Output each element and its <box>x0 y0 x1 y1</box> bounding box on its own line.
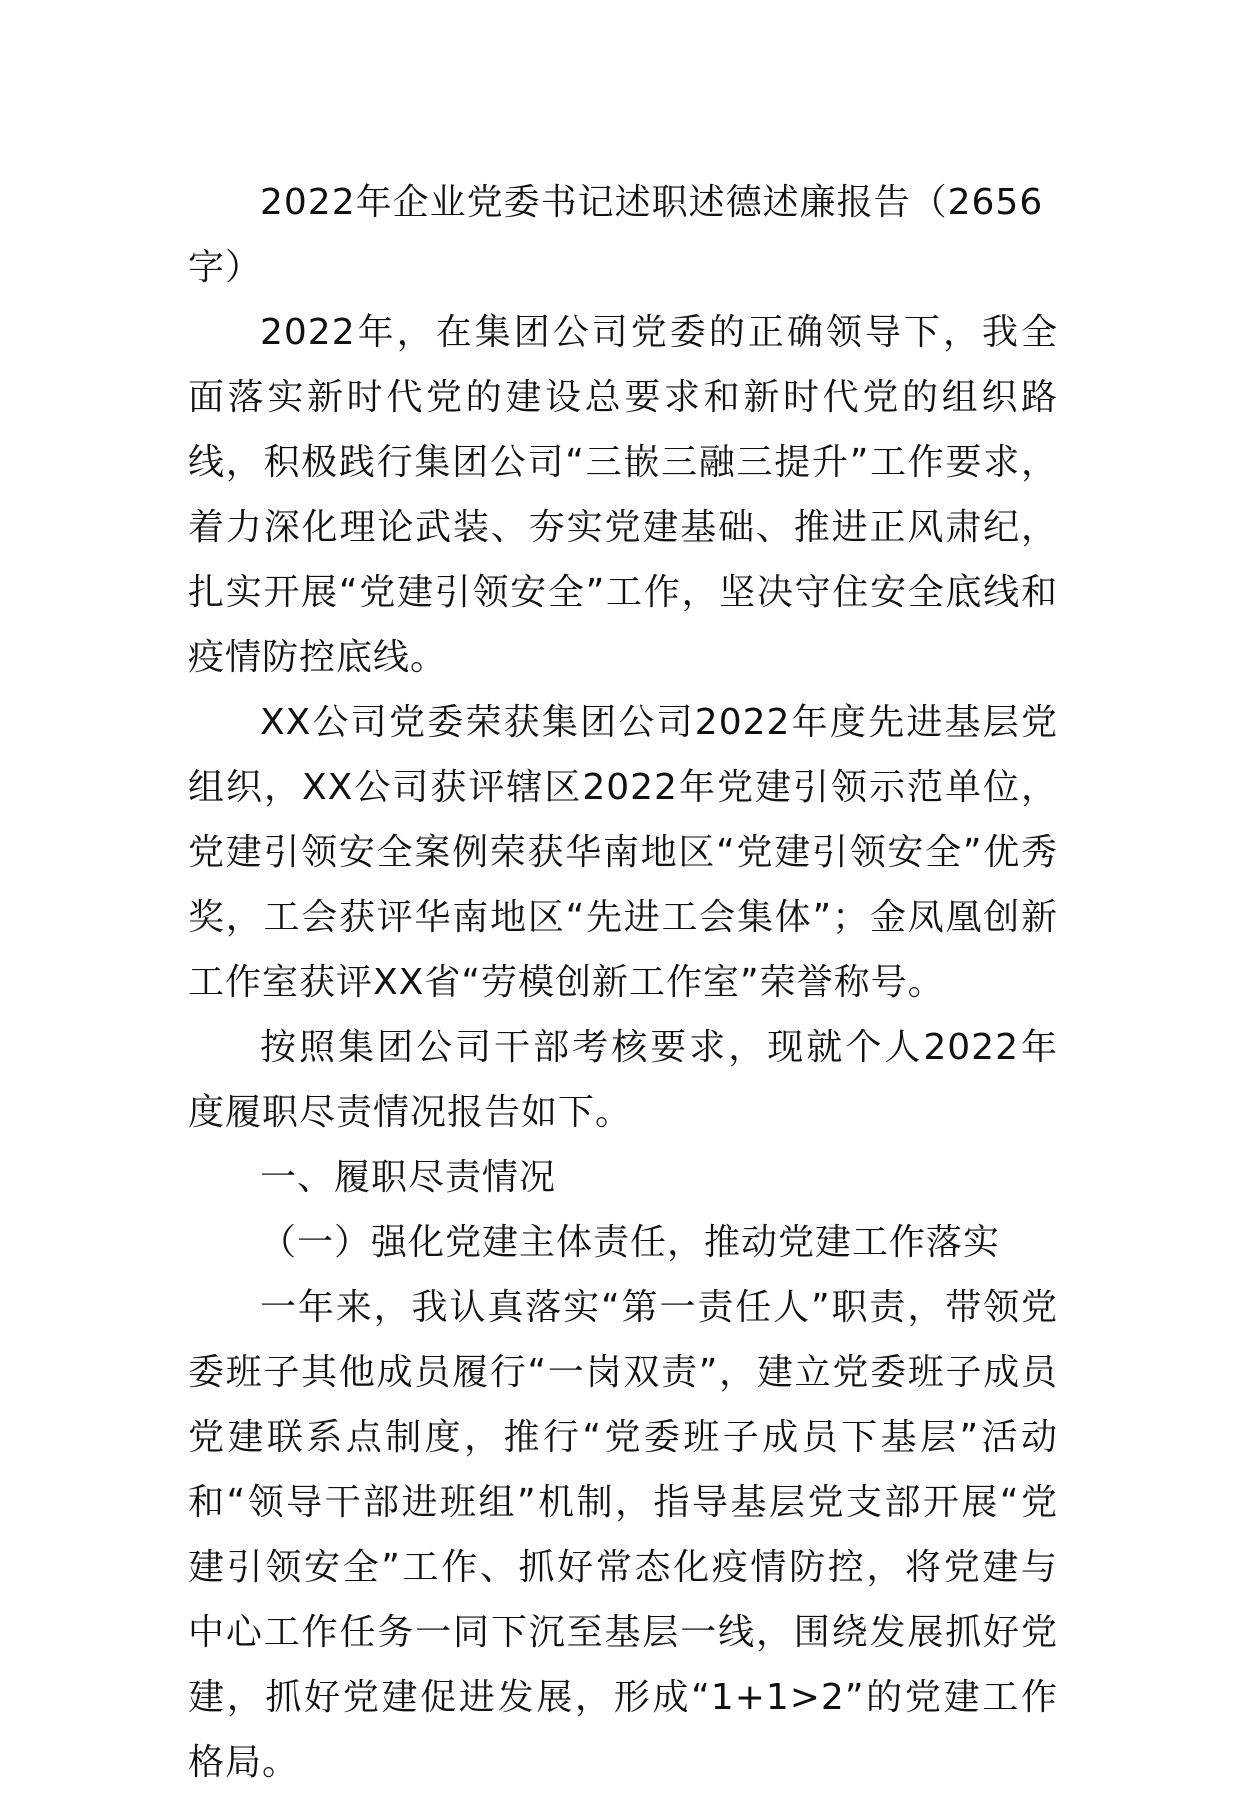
section-heading: 一、履职尽责情况 <box>260 1157 557 1198</box>
subsection-heading: （一）强化党建主体责任，推动党建工作落实 <box>260 1222 1001 1263</box>
document-title: 2022年企业党委书记述职述德述廉报告（2656字） <box>188 182 1044 288</box>
document-page <box>188 170 1058 1795</box>
paragraph-honors: XX公司党委荣获集团公司2022年度先进基层党组织，XX公司获评辖区2022年党建引领示范单位，党建引领安全案例荣获华南地区“党建引领安全”优秀奖，工会获评华南地区“先进工会集体”；金凤凰创新工作室获评XX省“劳模创新工作室”荣誉称号。 <box>188 702 1058 1003</box>
paragraph-body: 一年来，我认真落实“第一责任人”职责，带领党委班子其他成员履行“一岗双责”，建立党委班子成员党建联系点制度，推行“党委班子成员下基层”活动和“领导干部进班组”机制，指导基层党支部开展“党建引领安全”工作、抓好常态化疫情防控，将党建与中心工作任务一同下沉至基层一线，围绕发展抓好党建，抓好党建促进发展，形成“1+1>2”的党建工作格局。 <box>188 1287 1058 1783</box>
paragraph-report-statement: 按照集团公司干部考核要求，现就个人2022年度履职尽责情况报告如下。 <box>188 1027 1058 1133</box>
paragraph-intro: 2022年，在集团公司党委的正确领导下，我全面落实新时代党的建设总要求和新时代党的组织路线，积极践行集团公司“三嵌三融三提升”工作要求，着力深化理论武装、夯实党建基础、推进正风肃纪，扎实开展“党建引领安全”工作，坚决守住安全底线和疫情防控底线。 <box>188 312 1058 678</box>
